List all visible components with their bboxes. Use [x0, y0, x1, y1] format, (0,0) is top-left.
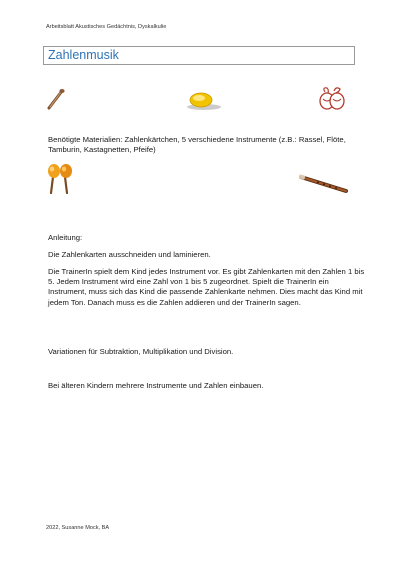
recorder-flute-icon: [298, 174, 350, 196]
page-title: Zahlenmusik: [48, 48, 119, 62]
header-note: Arbeitsblatt Akustisches Gedächtnis, Dyskalkulie: [46, 24, 167, 30]
materials-paragraph: Benötigte Materialien: Zahlenkärtchen, 5 verschiedene Instrumente (z.B.: Rassel, Flöte, Tamburin, Kastagnetten, Pfeife): [48, 135, 346, 155]
footer-note: 2022, Susanne Mock, BA: [46, 525, 110, 531]
variations-paragraph: Variationen für Subtraktion, Multiplikation und Division.: [48, 347, 234, 356]
older-children-paragraph: Bei älteren Kindern mehrere Instrumente und Zahlen einbauen.: [48, 381, 264, 390]
cymbal-icon: [186, 91, 226, 111]
instruction-step-2: Die TrainerIn spielt dem Kind jedes Instrument vor. Es gibt Zahlenkarten mit den Zahlen 1 bis 5. Jedem Instrument wird eine Zahl von 1 bis 5 zugeordnet. Spielt die TrainerIn ein Instrument, muss sich das Kind die passende Zahlenkarte nehmen. Dies macht das Kind mit jedem Ton. Danach muss es die Zahlen addieren und der TrainerIn sagen.: [48, 267, 365, 307]
title-box: [43, 46, 355, 65]
castanets-icon: [318, 86, 346, 112]
stick-icon: [46, 88, 66, 110]
instructions-label: Anleitung:: [48, 233, 83, 242]
instruction-step-1: Die Zahlenkarten ausschneiden und laminieren.: [48, 250, 211, 259]
maracas-icon: [44, 163, 76, 195]
